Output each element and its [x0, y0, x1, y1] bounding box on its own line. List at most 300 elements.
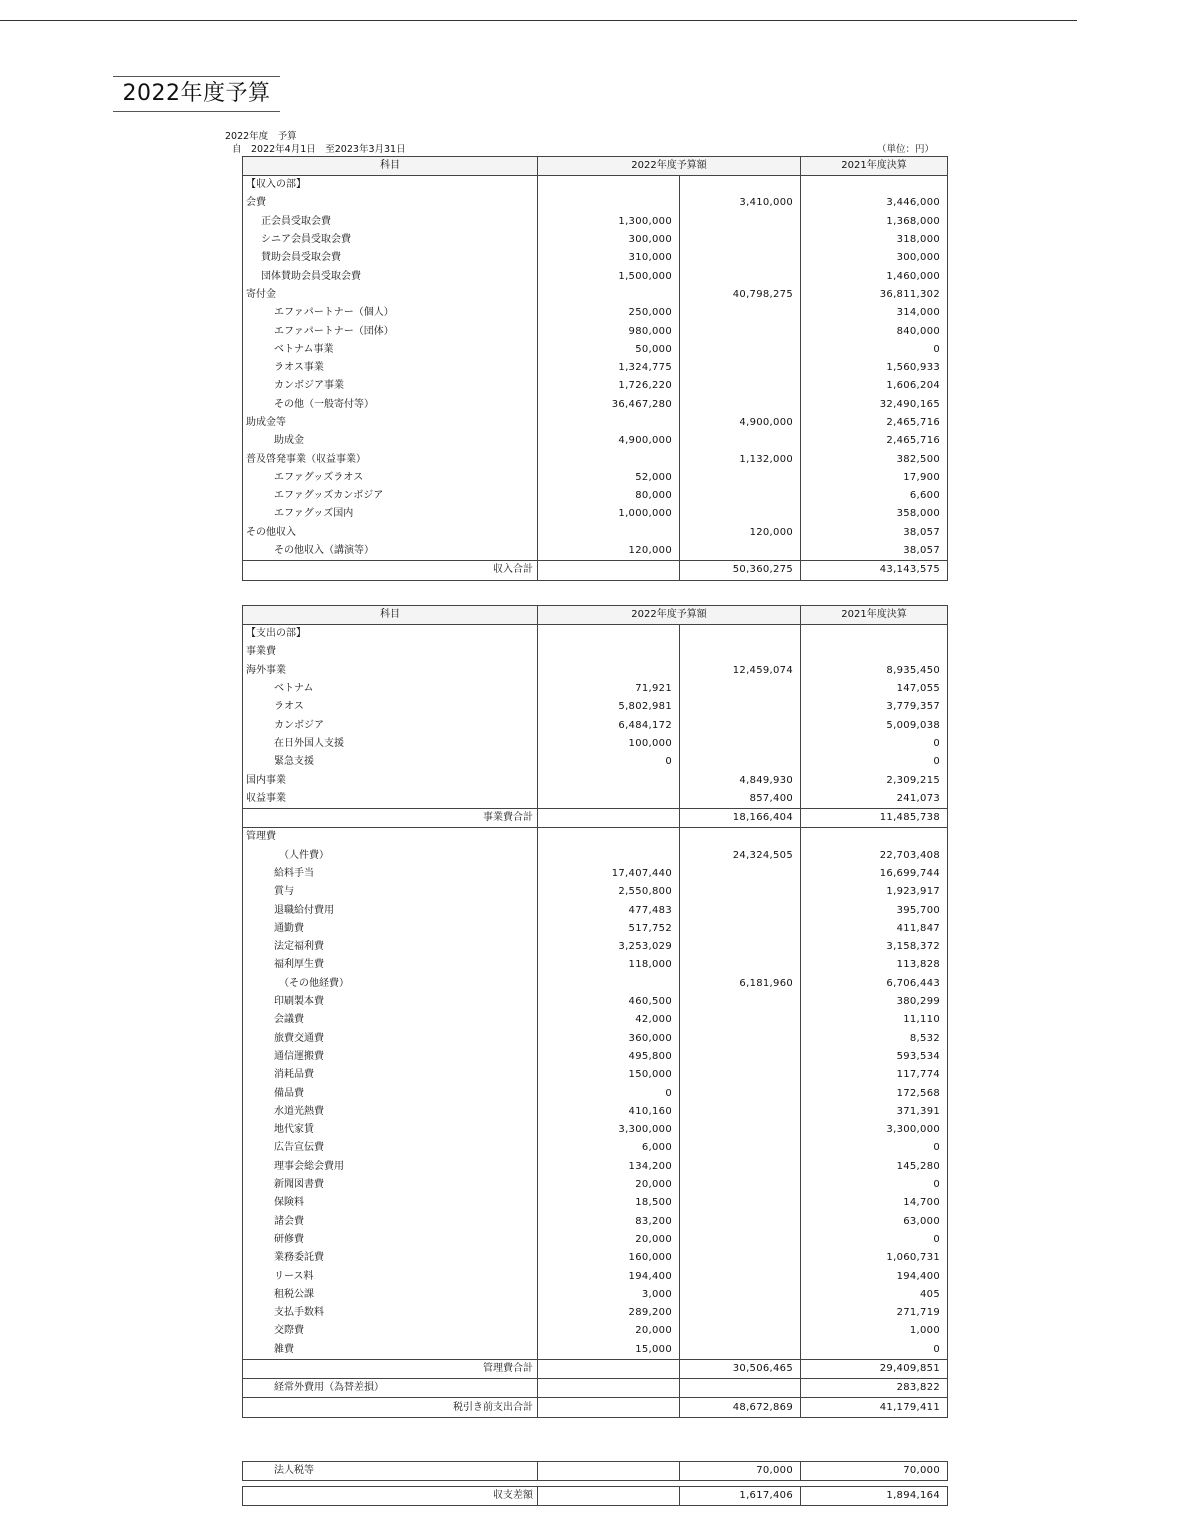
table-row: [243, 542, 948, 561]
row-label: 会議費: [243, 1011, 538, 1029]
row-prev-actual: 3,779,357: [801, 698, 948, 716]
row-prev-actual: 0: [801, 1176, 948, 1194]
row-sub-amount: 50,000: [538, 341, 680, 359]
row-sub-amount: 0: [538, 753, 680, 771]
row-sub-amount: 3,000: [538, 1286, 680, 1304]
row-total-amount: [680, 432, 801, 450]
row-prev-actual: 2,309,215: [801, 771, 948, 789]
row-prev-actual: 32,490,165: [801, 396, 948, 414]
row-sub-amount: 5,802,981: [538, 698, 680, 716]
row-label: エファグッズラオス: [243, 469, 538, 487]
row-sub-amount: 6,484,172: [538, 716, 680, 734]
table-row: [243, 176, 948, 195]
table-row: [243, 1103, 948, 1121]
income-total-label: 収入合計: [243, 561, 538, 580]
admin-total-actual: 29,409,851: [801, 1359, 948, 1378]
row-sub-amount: 0: [538, 1084, 680, 1102]
row-sub-amount: [538, 847, 680, 865]
row-label: リース料: [243, 1267, 538, 1285]
row-prev-actual: [801, 176, 948, 195]
row-total-amount: [680, 1213, 801, 1231]
extraordinary-budget: [680, 1379, 801, 1398]
row-sub-amount: [538, 771, 680, 789]
table-row: [243, 414, 948, 432]
row-sub-amount: 1,324,775: [538, 359, 680, 377]
row-total-amount: [680, 993, 801, 1011]
row-prev-actual: 145,280: [801, 1158, 948, 1176]
table-row: [243, 194, 948, 212]
row-prev-actual: 36,811,302: [801, 286, 948, 304]
row-sub-amount: [538, 625, 680, 644]
row-prev-actual: 405: [801, 1286, 948, 1304]
row-total-amount: [680, 1011, 801, 1029]
table-row: [243, 1084, 948, 1102]
business-total-label: 事業費合計: [243, 808, 538, 827]
row-prev-actual: 1,060,731: [801, 1249, 948, 1267]
row-prev-actual: 318,000: [801, 231, 948, 249]
table-row: [243, 450, 948, 468]
row-total-amount: [680, 643, 801, 661]
row-sub-amount: 118,000: [538, 956, 680, 974]
row-sub-amount: 2,550,800: [538, 883, 680, 901]
row-total-amount: [680, 938, 801, 956]
row-label: 旅費交通費: [243, 1030, 538, 1048]
row-prev-actual: 22,703,408: [801, 847, 948, 865]
expense-header-row: [243, 606, 948, 625]
row-sub-amount: 17,407,440: [538, 865, 680, 883]
table-row: [243, 524, 948, 542]
row-label: ベトナム事業: [243, 341, 538, 359]
row-prev-actual: 371,391: [801, 1103, 948, 1121]
table-row: [243, 1066, 948, 1084]
row-sub-amount: 980,000: [538, 322, 680, 340]
row-label: 事業費: [243, 643, 538, 661]
header-budget: 2022年度予算額: [538, 157, 801, 176]
row-label: （その他経費）: [243, 975, 538, 993]
row-label: ベトナム: [243, 680, 538, 698]
balance-budget: 1,617,406: [680, 1487, 801, 1506]
row-sub-amount: 42,000: [538, 1011, 680, 1029]
row-total-amount: [680, 341, 801, 359]
row-prev-actual: [801, 643, 948, 661]
row-prev-actual: 16,699,744: [801, 865, 948, 883]
table-row: [243, 975, 948, 993]
row-total-amount: [680, 1048, 801, 1066]
row-total-amount: [680, 735, 801, 753]
row-label: 研修費: [243, 1231, 538, 1249]
table-row: [243, 865, 948, 883]
row-prev-actual: 3,158,372: [801, 938, 948, 956]
table-row: [243, 716, 948, 734]
business-total-actual: 11,485,738: [801, 808, 948, 827]
table-row: [243, 1139, 948, 1157]
pretax-total-label: 税引き前支出合計: [243, 1398, 538, 1417]
row-label: 地代家賃: [243, 1121, 538, 1139]
tax-label: 法人税等: [243, 1462, 538, 1481]
row-label: 福利厚生費: [243, 956, 538, 974]
row-label: （人件費）: [243, 847, 538, 865]
table-row: [243, 680, 948, 698]
table-row: [243, 1030, 948, 1048]
row-total-amount: [680, 1231, 801, 1249]
row-total-amount: [680, 1322, 801, 1340]
table-row: [243, 469, 948, 487]
header-item: 科目: [243, 606, 538, 625]
row-prev-actual: 382,500: [801, 450, 948, 468]
extraordinary-row: [243, 1379, 948, 1398]
row-prev-actual: 300,000: [801, 249, 948, 267]
row-total-amount: 12,459,074: [680, 662, 801, 680]
row-total-amount: [680, 1286, 801, 1304]
row-total-amount: 857,400: [680, 790, 801, 809]
document-title: 2022年度 予算: [225, 131, 297, 142]
table-row: [243, 1121, 948, 1139]
table-row: [243, 1267, 948, 1285]
row-sub-amount: 194,400: [538, 1267, 680, 1285]
row-total-amount: [680, 396, 801, 414]
row-sub-amount: 460,500: [538, 993, 680, 1011]
row-sub-amount: 3,300,000: [538, 1121, 680, 1139]
table-row: [243, 322, 948, 340]
row-total-amount: [680, 176, 801, 195]
pretax-total-budget: 48,672,869: [680, 1398, 801, 1417]
table-row: [243, 883, 948, 901]
balance-label: 収支差額: [243, 1487, 538, 1506]
table-row: [243, 487, 948, 505]
row-total-amount: [680, 1158, 801, 1176]
row-sub-amount: 20,000: [538, 1322, 680, 1340]
table-row: [243, 938, 948, 956]
row-prev-actual: [801, 625, 948, 644]
table-row: [243, 847, 948, 865]
row-sub-amount: 15,000: [538, 1341, 680, 1360]
business-total-row: [243, 808, 948, 827]
row-prev-actual: 38,057: [801, 542, 948, 561]
table-row: [243, 341, 948, 359]
row-label: 海外事業: [243, 662, 538, 680]
row-prev-actual: 147,055: [801, 680, 948, 698]
row-total-amount: [680, 249, 801, 267]
row-total-amount: 120,000: [680, 524, 801, 542]
row-sub-amount: 3,253,029: [538, 938, 680, 956]
row-sub-amount: [538, 414, 680, 432]
row-sub-amount: 250,000: [538, 304, 680, 322]
row-prev-actual: 0: [801, 1231, 948, 1249]
row-sub-amount: [538, 643, 680, 661]
row-total-amount: 1,132,000: [680, 450, 801, 468]
extraordinary-actual: 283,822: [801, 1379, 948, 1398]
row-label: 団体賛助会員受取会費: [243, 267, 538, 285]
row-label: 緊急支援: [243, 753, 538, 771]
row-label: 【支出の部】: [243, 625, 538, 644]
row-total-amount: [680, 1103, 801, 1121]
admin-rows: [243, 828, 948, 1360]
row-total-amount: [680, 505, 801, 523]
row-label: エファパートナー（個人）: [243, 304, 538, 322]
row-sub-amount: 300,000: [538, 231, 680, 249]
row-sub-amount: 20,000: [538, 1176, 680, 1194]
table-row: [243, 231, 948, 249]
top-rule: [0, 20, 1077, 21]
tax-actual: 70,000: [801, 1462, 948, 1481]
row-prev-actual: 380,299: [801, 993, 948, 1011]
row-label: 雑費: [243, 1341, 538, 1360]
table-row: [243, 1341, 948, 1360]
row-prev-actual: 6,706,443: [801, 975, 948, 993]
row-prev-actual: 1,460,000: [801, 267, 948, 285]
row-label: シニア会員受取会費: [243, 231, 538, 249]
row-total-amount: [680, 680, 801, 698]
balance-table: [242, 1486, 948, 1506]
row-sub-amount: [538, 450, 680, 468]
header-actual: 2021年度決算: [801, 157, 948, 176]
row-sub-amount: [538, 975, 680, 993]
row-label: 交際費: [243, 1322, 538, 1340]
table-row: [243, 901, 948, 919]
row-sub-amount: 495,800: [538, 1048, 680, 1066]
row-sub-amount: 160,000: [538, 1249, 680, 1267]
row-label: 諸会費: [243, 1213, 538, 1231]
pretax-total-actual: 41,179,411: [801, 1398, 948, 1417]
row-prev-actual: 8,532: [801, 1030, 948, 1048]
table-row: [243, 286, 948, 304]
row-sub-amount: 100,000: [538, 735, 680, 753]
table-row: [243, 1231, 948, 1249]
row-total-amount: [680, 625, 801, 644]
table-row: [243, 1194, 948, 1212]
row-label: 保険料: [243, 1194, 538, 1212]
row-prev-actual: 117,774: [801, 1066, 948, 1084]
pretax-total-row: [243, 1398, 948, 1417]
row-sub-amount: 1,726,220: [538, 377, 680, 395]
row-prev-actual: 8,935,450: [801, 662, 948, 680]
row-label: ラオス: [243, 698, 538, 716]
row-sub-amount: 36,467,280: [538, 396, 680, 414]
row-label: 賛助会員受取会費: [243, 249, 538, 267]
row-total-amount: [680, 1084, 801, 1102]
row-sub-amount: [538, 524, 680, 542]
row-total-amount: [680, 753, 801, 771]
table-row: [243, 249, 948, 267]
table-row: [243, 1286, 948, 1304]
income-total-actual: 43,143,575: [801, 561, 948, 580]
row-label: カンボジア: [243, 716, 538, 734]
row-sub-amount: 52,000: [538, 469, 680, 487]
row-total-amount: [680, 901, 801, 919]
row-total-amount: [680, 1194, 801, 1212]
row-label: 給料手当: [243, 865, 538, 883]
row-label: ラオス事業: [243, 359, 538, 377]
row-prev-actual: 2,465,716: [801, 414, 948, 432]
row-prev-actual: 172,568: [801, 1084, 948, 1102]
row-label: 通信運搬費: [243, 1048, 538, 1066]
row-label: エファグッズ国内: [243, 505, 538, 523]
row-total-amount: [680, 920, 801, 938]
table-row: [243, 771, 948, 789]
table-row: [243, 505, 948, 523]
row-prev-actual: 241,073: [801, 790, 948, 809]
row-prev-actual: 6,600: [801, 487, 948, 505]
row-label: 助成金等: [243, 414, 538, 432]
row-prev-actual: 14,700: [801, 1194, 948, 1212]
row-sub-amount: 517,752: [538, 920, 680, 938]
row-label: その他収入（講演等）: [243, 542, 538, 561]
row-total-amount: 3,410,000: [680, 194, 801, 212]
table-row: [243, 359, 948, 377]
row-label: 助成金: [243, 432, 538, 450]
admin-total-label: 管理費合計: [243, 1359, 538, 1378]
table-row: [243, 1048, 948, 1066]
balance-row: [243, 1487, 948, 1506]
row-total-amount: [680, 865, 801, 883]
table-row: [243, 1176, 948, 1194]
row-sub-amount: 310,000: [538, 249, 680, 267]
row-total-amount: [680, 1066, 801, 1084]
row-label: その他（一般寄付等）: [243, 396, 538, 414]
unit-label: （単位：円）: [877, 144, 935, 155]
row-prev-actual: 2,465,716: [801, 432, 948, 450]
row-prev-actual: 194,400: [801, 1267, 948, 1285]
row-total-amount: 4,849,930: [680, 771, 801, 789]
row-prev-actual: 314,000: [801, 304, 948, 322]
row-sub-amount: [538, 176, 680, 195]
row-label: 理事会総会費用: [243, 1158, 538, 1176]
row-total-amount: [680, 1139, 801, 1157]
table-row: [243, 828, 948, 847]
row-total-amount: [680, 322, 801, 340]
row-sub-amount: 1,500,000: [538, 267, 680, 285]
row-prev-actual: 593,534: [801, 1048, 948, 1066]
row-label: 退職給付費用: [243, 901, 538, 919]
row-prev-actual: 0: [801, 341, 948, 359]
income-table: [242, 156, 948, 581]
row-total-amount: 40,798,275: [680, 286, 801, 304]
row-label: 業務委託費: [243, 1249, 538, 1267]
header-actual: 2021年度決算: [801, 606, 948, 625]
row-total-amount: 4,900,000: [680, 414, 801, 432]
table-row: [243, 1322, 948, 1340]
row-label: 賞与: [243, 883, 538, 901]
row-label: 法定福利費: [243, 938, 538, 956]
period-label: 自 2022年4月1日 至2023年3月31日: [232, 144, 406, 155]
row-prev-actual: 840,000: [801, 322, 948, 340]
table-row: [243, 377, 948, 395]
row-total-amount: [680, 883, 801, 901]
table-row: [243, 753, 948, 771]
row-prev-actual: 0: [801, 1139, 948, 1157]
header-budget: 2022年度予算額: [538, 606, 801, 625]
table-row: [243, 1158, 948, 1176]
expense-rows: [243, 625, 948, 809]
row-label: 広告宣伝費: [243, 1139, 538, 1157]
row-prev-actual: 1,923,917: [801, 883, 948, 901]
row-label: 通勤費: [243, 920, 538, 938]
row-prev-actual: 1,000: [801, 1322, 948, 1340]
income-rows: [243, 176, 948, 561]
row-sub-amount: 410,160: [538, 1103, 680, 1121]
row-label: 普及啓発事業（収益事業）: [243, 450, 538, 468]
row-sub-amount: 20,000: [538, 1231, 680, 1249]
row-prev-actual: 0: [801, 753, 948, 771]
row-total-amount: [680, 469, 801, 487]
row-label: 【収入の部】: [243, 176, 538, 195]
row-total-amount: 24,324,505: [680, 847, 801, 865]
row-sub-amount: [538, 194, 680, 212]
row-prev-actual: 63,000: [801, 1213, 948, 1231]
row-label: 収益事業: [243, 790, 538, 809]
row-total-amount: [680, 231, 801, 249]
row-prev-actual: 0: [801, 1341, 948, 1360]
row-sub-amount: 134,200: [538, 1158, 680, 1176]
row-prev-actual: 0: [801, 735, 948, 753]
tax-table: [242, 1461, 948, 1481]
row-prev-actual: 38,057: [801, 524, 948, 542]
row-total-amount: 6,181,960: [680, 975, 801, 993]
row-sub-amount: 477,483: [538, 901, 680, 919]
row-sub-amount: 18,500: [538, 1194, 680, 1212]
row-total-amount: [680, 487, 801, 505]
table-row: [243, 1011, 948, 1029]
row-label: その他収入: [243, 524, 538, 542]
table-row: [243, 267, 948, 285]
row-total-amount: [680, 542, 801, 561]
row-total-amount: [680, 377, 801, 395]
row-total-amount: [680, 1341, 801, 1360]
admin-total-budget: 30,506,465: [680, 1359, 801, 1378]
extraordinary-label: 経常外費用（為替差損）: [243, 1379, 538, 1398]
row-sub-amount: [538, 286, 680, 304]
row-prev-actual: 271,719: [801, 1304, 948, 1322]
table-row: [243, 698, 948, 716]
row-total-amount: [680, 698, 801, 716]
row-sub-amount: 120,000: [538, 542, 680, 561]
row-total-amount: [680, 1249, 801, 1267]
expense-table: [242, 605, 948, 1418]
row-prev-actual: 1,368,000: [801, 213, 948, 231]
row-sub-amount: [538, 790, 680, 809]
row-label: 在日外国人支援: [243, 735, 538, 753]
row-label: 租税公課: [243, 1286, 538, 1304]
tax-row: [243, 1462, 948, 1481]
row-sub-amount: 4,900,000: [538, 432, 680, 450]
table-row: [243, 1213, 948, 1231]
row-label: カンボジア事業: [243, 377, 538, 395]
row-prev-actual: [801, 828, 948, 847]
table-row: [243, 213, 948, 231]
table-row: [243, 920, 948, 938]
table-row: [243, 625, 948, 644]
row-label: 消耗品費: [243, 1066, 538, 1084]
header-item: 科目: [243, 157, 538, 176]
table-row: [243, 396, 948, 414]
row-sub-amount: 360,000: [538, 1030, 680, 1048]
row-label: 備品費: [243, 1084, 538, 1102]
table-row: [243, 993, 948, 1011]
row-prev-actual: 3,300,000: [801, 1121, 948, 1139]
income-header-row: [243, 157, 948, 176]
row-sub-amount: [538, 828, 680, 847]
row-prev-actual: 411,847: [801, 920, 948, 938]
row-total-amount: [680, 304, 801, 322]
income-total-budget: 50,360,275: [680, 561, 801, 580]
row-prev-actual: 1,606,204: [801, 377, 948, 395]
table-row: [243, 643, 948, 661]
page-title: 2022年度予算: [113, 76, 280, 112]
row-sub-amount: [538, 662, 680, 680]
row-label: エファパートナー（団体）: [243, 322, 538, 340]
row-label: 支払手数料: [243, 1304, 538, 1322]
row-prev-actual: 113,828: [801, 956, 948, 974]
